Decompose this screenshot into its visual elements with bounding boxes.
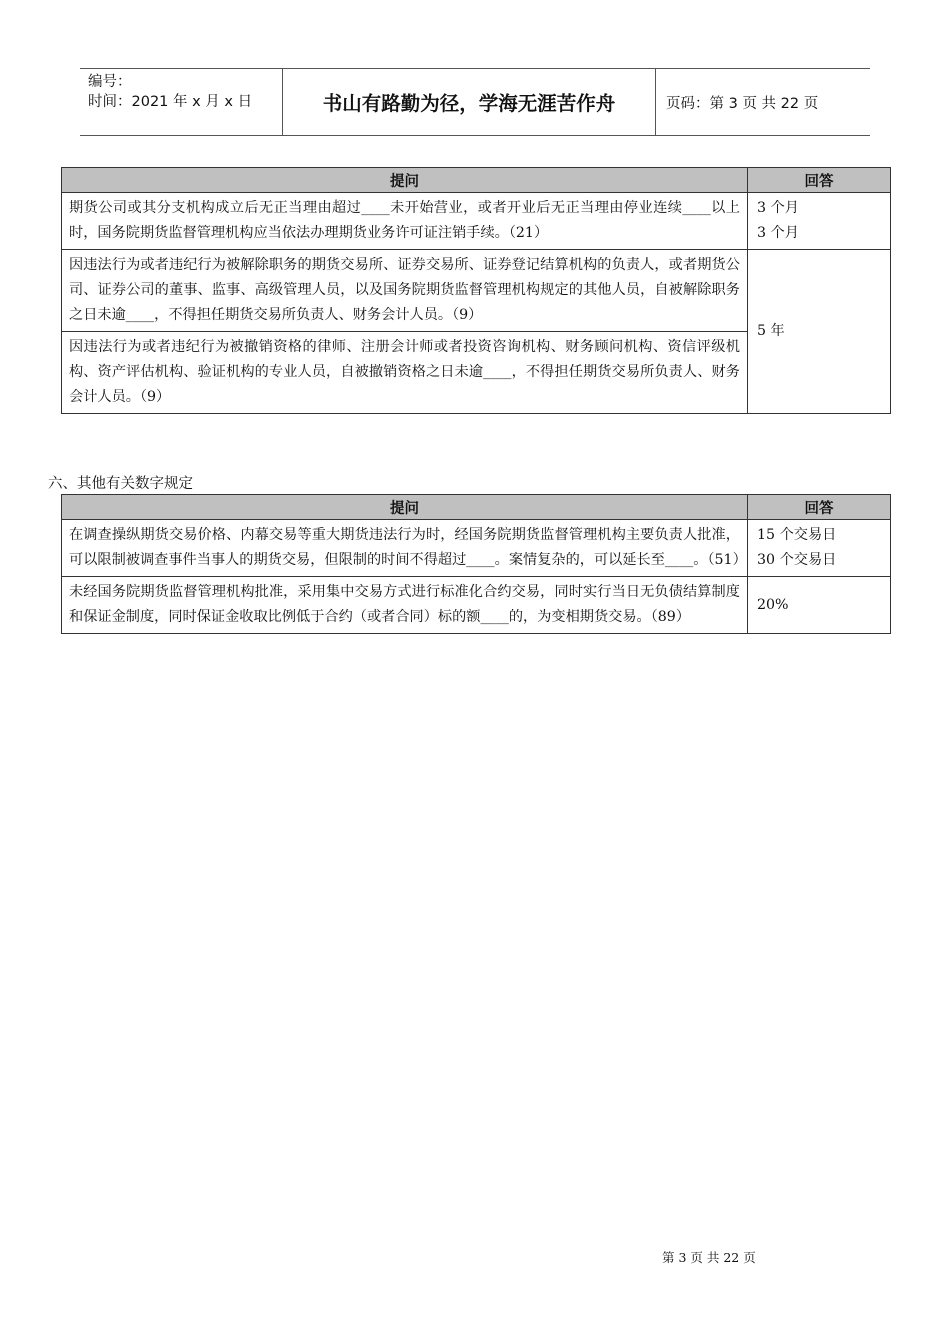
column-header-answer: 回答 xyxy=(748,495,891,520)
qa-table-1 xyxy=(61,167,891,414)
answer-line: 30 个交易日 xyxy=(757,552,837,568)
column-header-question: 提问 xyxy=(62,495,748,520)
page-footer: 第 3 页 共 22 页 xyxy=(662,1250,756,1265)
page-header xyxy=(80,68,870,136)
header-time-label: 时间：2021 年 x 月 x 日 xyxy=(88,94,253,110)
question-cell: 因违法行为或者违纪行为被解除职务的期货交易所、证券交易所、证券登记结算机构的负责人，或者期货公司、证券公司的董事、监事、高级管理人员，以及国务院期货监督管理机构规定的其他人员，自被解除职务之日未逾____，不得担任期货交易所负责人、财务会计人员。（9） xyxy=(62,250,748,332)
question-cell: 在调查操纵期货交易价格、内幕交易等重大期货违法行为时，经国务院期货监督管理机构主要负责人批准，可以限制被调查事件当事人的期货交易，但限制的时间不得超过____。案情复杂的，可以延长至____。（51） xyxy=(62,520,748,577)
answer-line: 3 个月 xyxy=(757,200,799,216)
question-cell: 期货公司或其分支机构成立后无正当理由超过____未开始营业，或者开业后无正当理由停业连续____以上时，国务院期货监督管理机构应当依法办理期货业务许可证注销手续。（21） xyxy=(62,193,748,250)
answer-cell xyxy=(748,520,891,577)
header-number-label: 编号： xyxy=(88,74,132,90)
answer-cell xyxy=(748,193,891,250)
question-cell: 未经国务院期货监督管理机构批准，采用集中交易方式进行标准化合约交易，同时实行当日无负债结算制度和保证金制度，同时保证金收取比例低于合约（或者合同）标的额____的，为变相期货交易。（89） xyxy=(62,577,748,634)
section-title: 六、其他有关数字规定 xyxy=(48,476,193,492)
question-cell: 因违法行为或者违纪行为被撤销资格的律师、注册会计师或者投资咨询机构、财务顾问机构、资信评级机构、资产评估机构、验证机构的专业人员，自被撤销资格之日未逾____，不得担任期货交易所负责人、财务会计人员。（9） xyxy=(62,332,748,414)
column-header-answer: 回答 xyxy=(748,168,891,193)
header-page-label: 页码：第 3 页 共 22 页 xyxy=(666,95,819,112)
table-header-row xyxy=(62,495,891,520)
table-row xyxy=(62,577,891,634)
header-info xyxy=(80,69,282,135)
merged-answer-cell: 5 年 xyxy=(748,250,891,414)
column-header-question: 提问 xyxy=(62,168,748,193)
qa-table-2 xyxy=(61,494,891,634)
table-row xyxy=(62,250,891,332)
answer-line: 3 个月 xyxy=(757,225,799,241)
header-motto: 书山有路勤为径，学海无涯苦作舟 xyxy=(282,69,656,135)
table-row xyxy=(62,520,891,577)
answer-cell: 20% xyxy=(748,577,891,634)
table-header-row xyxy=(62,168,891,193)
answer-line: 15 个交易日 xyxy=(757,527,837,543)
table-row xyxy=(62,193,891,250)
